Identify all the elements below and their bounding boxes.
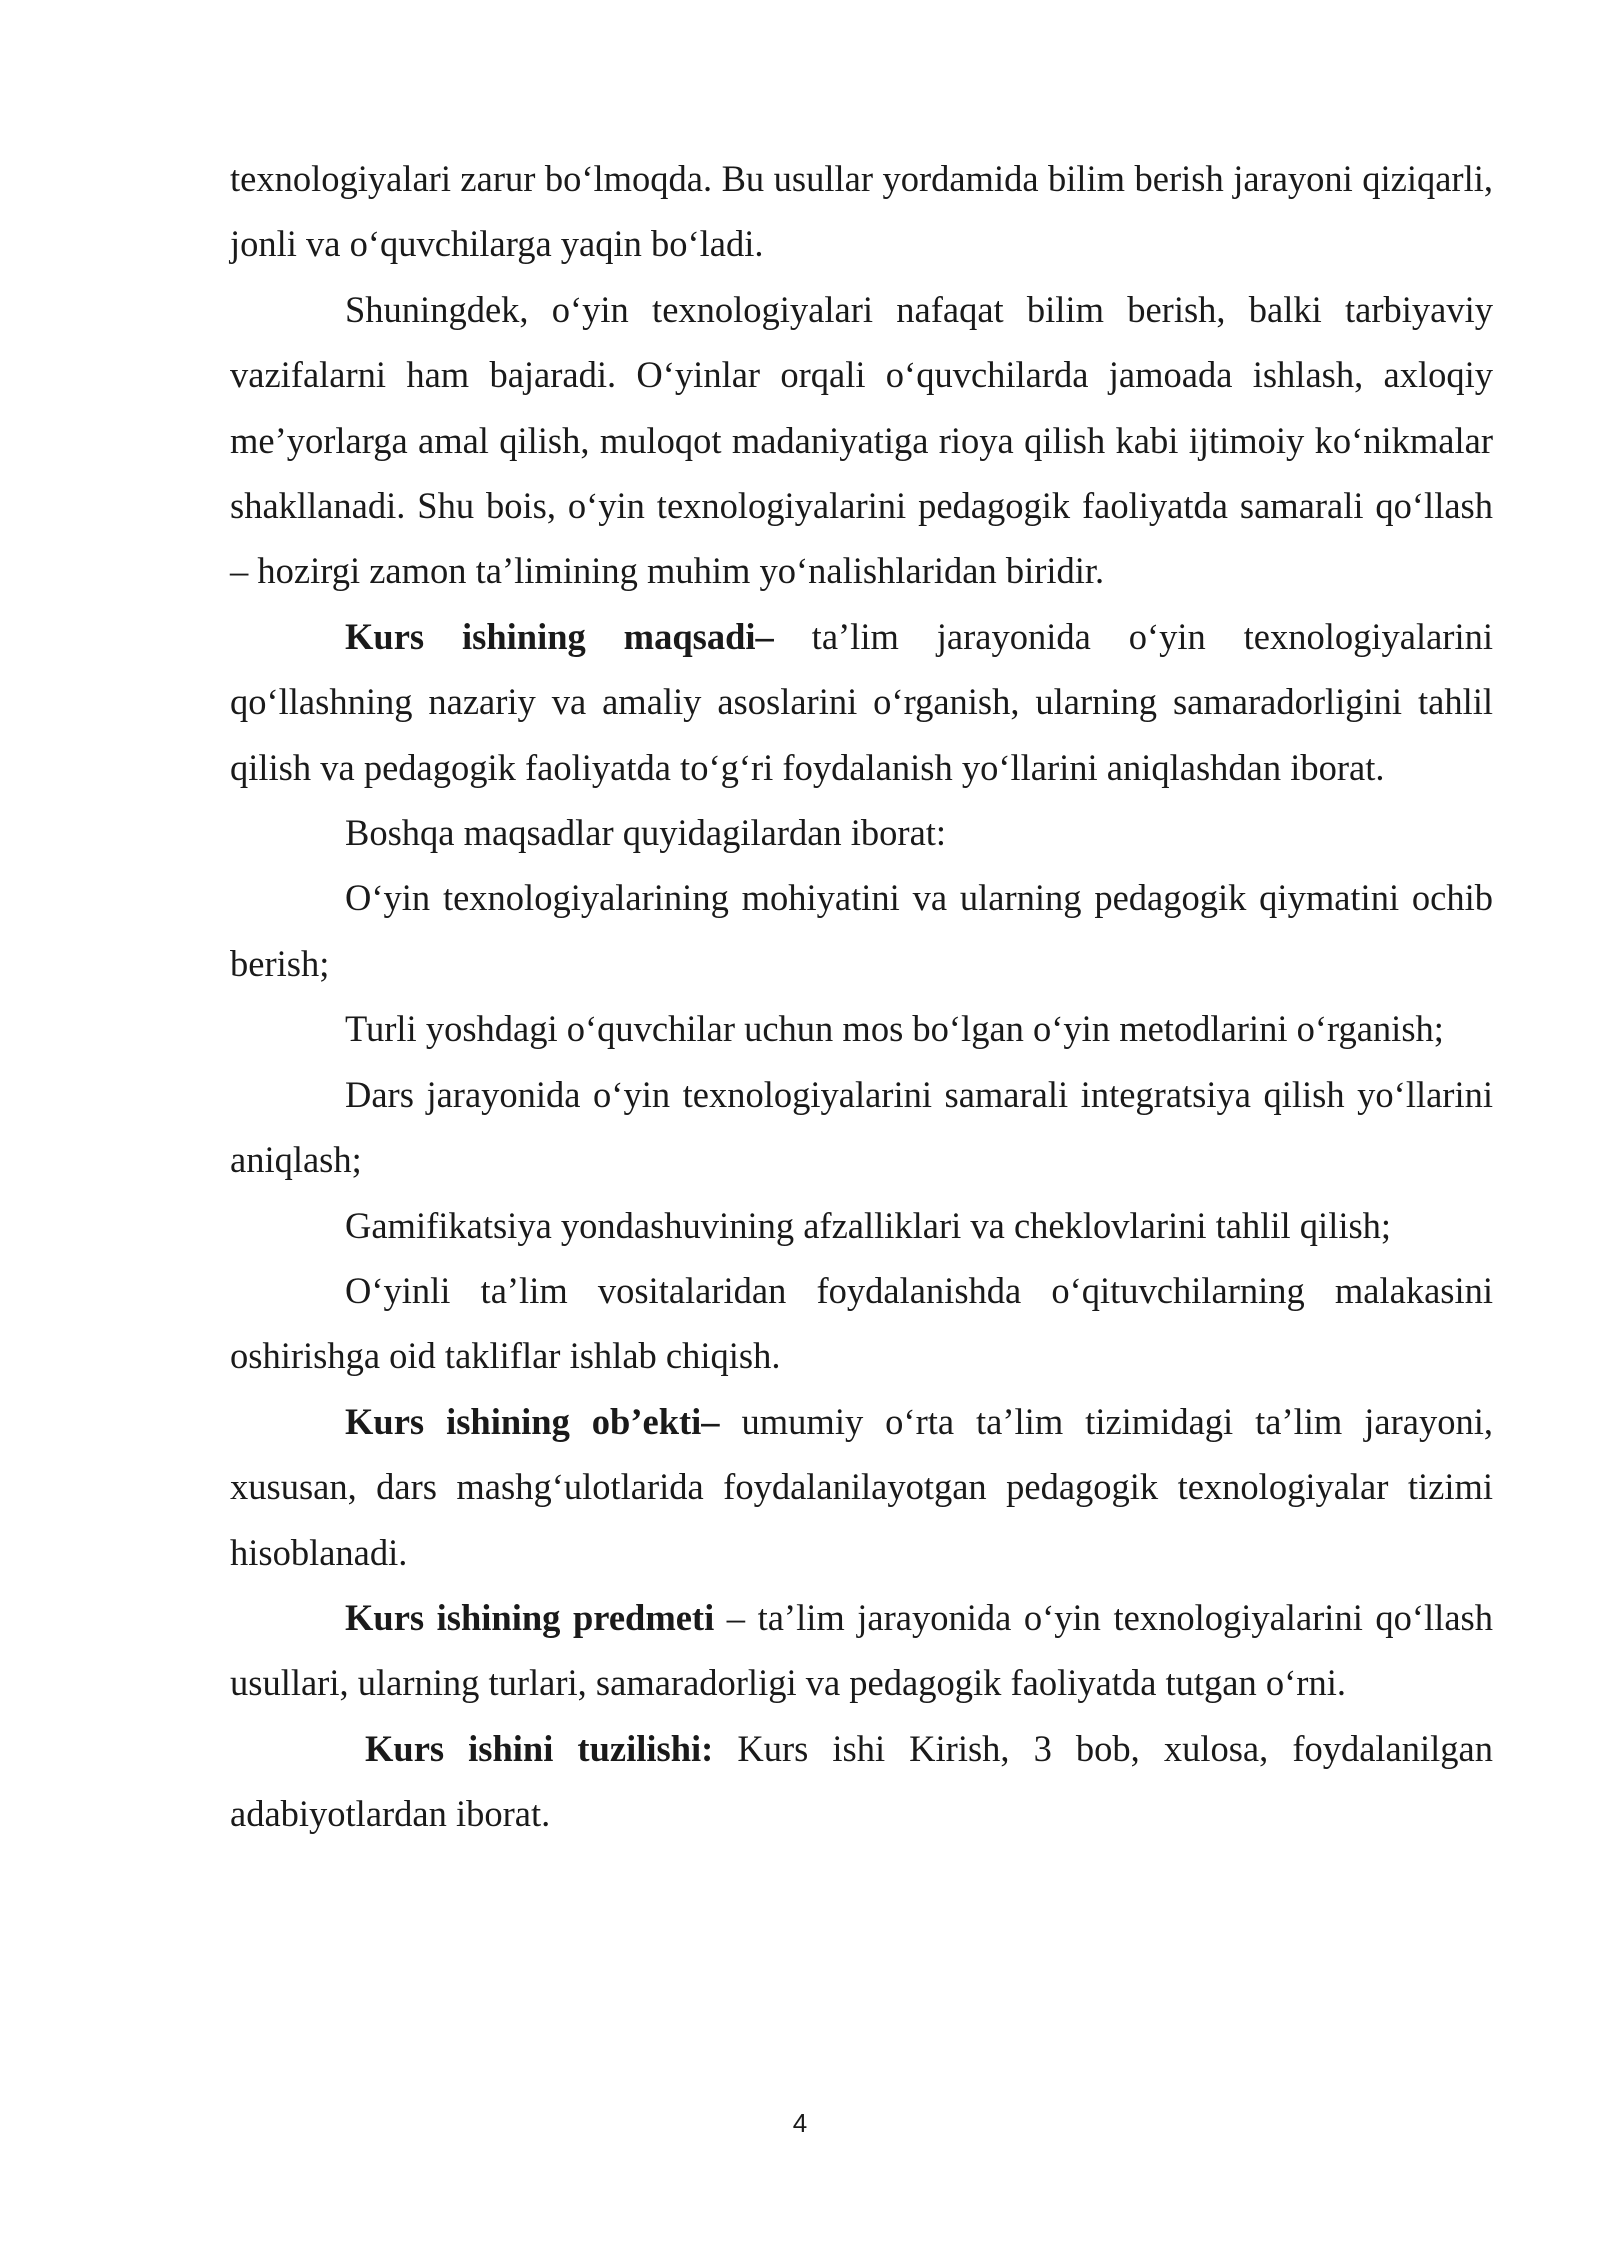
goal-item-2: Turli yoshdagi o‘quvchilar uchun mos bo‘lgan o‘yin metodlarini o‘rganish; xyxy=(345,1008,1444,1050)
goal-item-5: O‘yinli ta’lim vositalaridan foydalanishda o‘qituvchilarning malakasini oshirishga oid takliflar ishlab chiqish. xyxy=(230,1269,1493,1377)
goal-item-1: O‘yin texnologiyalarining mohiyatini va ularning pedagogik qiymatini ochib berish; xyxy=(230,877,1493,984)
paragraph-structure xyxy=(230,1716,1493,1847)
purpose-label: Kurs ishining maqsadi– xyxy=(345,615,774,657)
page-number: 4 xyxy=(792,2108,808,2138)
subject-text: – ta’lim jarayonida o‘yin texnologiyalarini qo‘llash usullari, ularning turlari, samaradorligi va pedagogik faoliyatda tutgan o‘rni. xyxy=(230,1596,1493,1704)
object-label: Kurs ishining ob’ekti– xyxy=(345,1400,720,1442)
structure-label: Kurs ishini tuzilishi: xyxy=(365,1727,714,1769)
paragraph-social-skills: Shuningdek, o‘yin texnologiyalari nafaqat bilim berish, balki tarbiyaviy vazifalarni ham bajaradi. O‘yinlar orqali o‘quvchilarda jamoada ishlash, axloqiy me’yorlarga amal qilish, muloqot madaniyatiga rioya qilish kabi ijtimoiy ko‘nikmalar shakllanadi. Shu bois, o‘yin texnologiyalarini pedagogik faoliyatda samarali qo‘llash – hozirgi zamon ta’limining muhim yo‘nalishlaridan biridir. xyxy=(230,288,1493,592)
paragraph-continuation: texnologiyalari zarur bo‘lmoqda. Bu usullar yordamida bilim berish jarayoni qiziqarli, jonli va o‘quvchilarga yaqin bo‘ladi. xyxy=(230,158,1493,265)
purpose-text: ta’lim jarayonida o‘yin texnologiyalarini qo‘llashning nazariy va amaliy asoslarini o‘rganish, ularning samaradorligini tahlil qilish va pedagogik faoliyatda to‘g‘ri foydalanish yo‘llarini aniqlashdan iborat. xyxy=(230,615,1493,788)
paragraph-purpose xyxy=(230,604,1493,800)
paragraph-other-goals: Boshqa maqsadlar quyidagilardan iborat: xyxy=(345,812,947,854)
goal-item-3: Dars jarayonida o‘yin texnologiyalarini samarali integratsiya qilish yo‘llarini aniqlash; xyxy=(230,1073,1493,1181)
object-text: umumiy o‘rta ta’lim tizimidagi ta’lim jarayoni, xususan, dars mashg‘ulotlarida foydalanilayotgan pedagogik texnologiyalar tizimi hisoblanadi. xyxy=(230,1400,1493,1573)
paragraph-object xyxy=(230,1389,1493,1585)
document-page xyxy=(230,146,1493,1847)
paragraph-subject xyxy=(230,1585,1493,1716)
goal-item-4: Gamifikatsiya yondashuvining afzalliklari va cheklovlarini tahlil qilish; xyxy=(345,1204,1392,1246)
structure-text: Kurs ishi Kirish, 3 bob, xulosa, foydalanilgan adabiyotlardan iborat. xyxy=(230,1727,1493,1835)
subject-label: Kurs ishining predmeti xyxy=(345,1596,715,1638)
